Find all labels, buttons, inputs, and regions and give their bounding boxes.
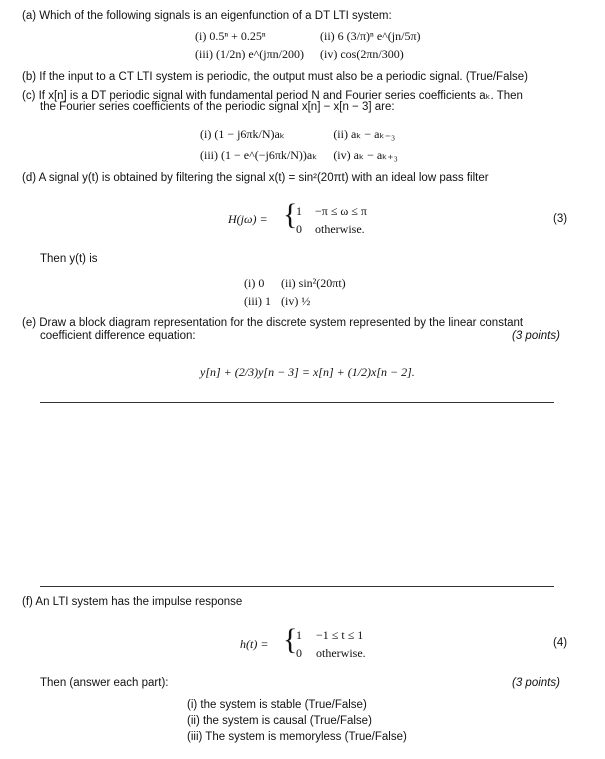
option-d-ii: (ii) sin²(20πt) [281,276,346,290]
question-f: (f) An LTI system has the impulse response [22,596,243,608]
filter-lhs: H(jω) = [228,212,268,226]
case-condition: −π ≤ ω ≤ π [315,204,367,218]
case-condition: otherwise. [316,646,366,660]
difference-equation: y[n] + (2/3)y[n − 3] = x[n] + (1/2)x[n − 2]. [200,365,415,379]
option-c-ii: (ii) aₖ − aₖ₋₃ [333,127,396,141]
option-a-ii: (ii) 6 (3/π)ⁿ e^(jn/5π) [320,29,421,43]
option-d-iii: (iii) 1 [244,294,271,308]
option-c-iii: (iii) (1 − e^(−j6πk/N))aₖ [200,148,318,162]
option-a-i: (i) 0.5ⁿ + 0.25ⁿ [195,29,266,43]
brace: { [283,623,298,656]
case-condition: otherwise. [315,222,365,236]
points: (3 points) [512,330,560,342]
case-value: 0 [296,222,302,236]
question-c-line2: the Fourier series coefficients of the periodic signal x[n] − x[n − 3] are: [40,101,395,113]
question-b: (b) If the input to a CT LTI system is periodic, the output must also be a periodic signal. (True/False) [22,71,529,83]
equation-number: (3) [553,213,568,225]
option-a-iv: (iv) cos(2πn/300) [320,47,404,61]
answer-line [40,586,554,587]
option-d-i: (i) 0 [244,276,265,290]
impulse-lhs: h(t) = [240,637,269,651]
part-f-i: (i) the system is stable (True/False) [187,699,367,711]
question-c-line1: (c) If x[n] is a DT periodic signal with fundamental period N and Fourier series coefficients aₖ. Then [22,90,523,102]
brace: { [283,198,298,231]
then-text: Then y(t) is [40,253,98,265]
option-c-iv: (iv) aₖ − aₖ₊₃ [333,148,398,162]
case-value: 1 [296,628,302,642]
then-text: Then (answer each part): [40,677,169,689]
case-value: 1 [296,204,302,218]
equation-number: (4) [553,637,568,649]
options-c [200,127,398,163]
options-a [195,29,421,62]
answer-line [40,402,554,403]
part-f-ii: (ii) the system is causal (True/False) [187,715,372,727]
question-a: (a) Which of the following signals is an eigenfunction of a DT LTI system: [22,10,392,22]
points: (3 points) [512,677,560,689]
option-c-i: (i) (1 − j6πk/N)aₖ [200,127,285,141]
option-a-iii: (iii) (1/2n) e^(jπn/200) [195,47,304,61]
part-f-iii: (iii) The system is memoryless (True/False) [187,731,407,743]
case-value: 0 [296,646,302,660]
question-e-line1: (e) Draw a block diagram representation for the discrete system represented by the linear constant [22,317,524,329]
options-d [244,276,346,309]
option-d-iv: (iv) ½ [281,294,311,308]
case-condition: −1 ≤ t ≤ 1 [316,628,364,642]
question-d: (d) A signal y(t) is obtained by filtering the signal x(t) = sin²(20πt) with an ideal low pass filter [22,172,489,184]
question-e-line2: coefficient difference equation: [40,330,196,342]
